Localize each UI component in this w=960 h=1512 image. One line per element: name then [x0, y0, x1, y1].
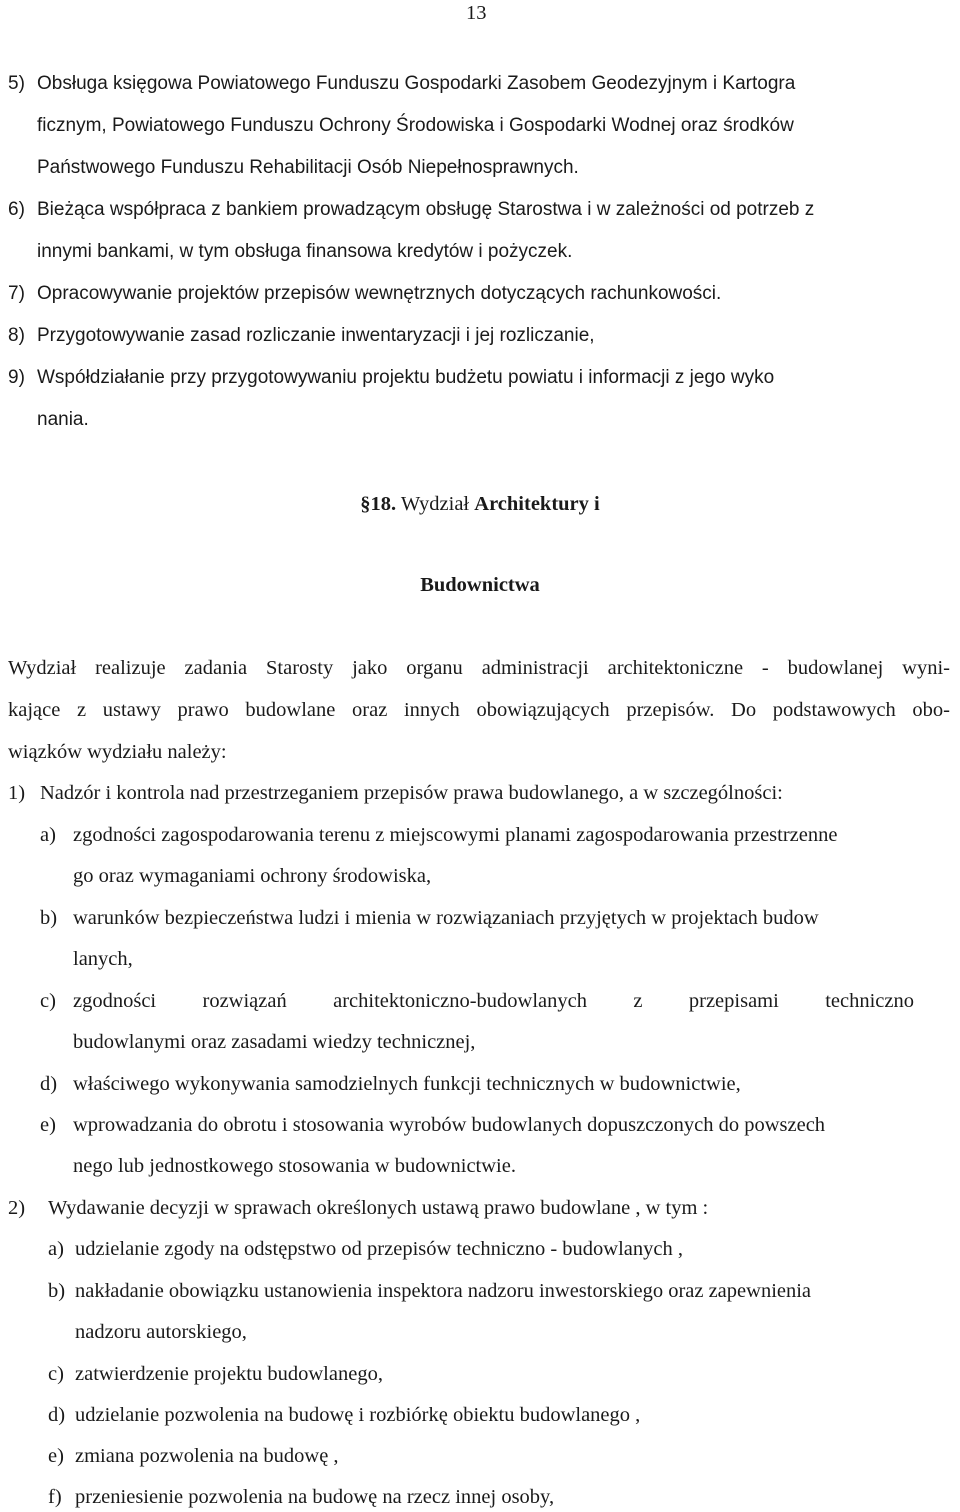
paragraph-line: kające z ustawy prawo budowlane oraz innych obowiązujących przepisów. Do podstawowych obo- [8, 699, 950, 721]
subitem-letter: f) [48, 1486, 62, 1508]
subitem-letter: e) [48, 1445, 64, 1467]
subitem-line: lanych, [73, 948, 133, 970]
list-number: 8) [8, 325, 25, 346]
paragraph-line: wiązków wydziału należy: [8, 741, 227, 763]
subitem-line: budowlanymi oraz zasadami wiedzy technicznej, [73, 1031, 476, 1053]
subitem-letter: c) [40, 990, 56, 1012]
paragraph-line: Wydział realizuje zadania Starosty jako organu administracji architektoniczne - budowlanej wyni- [8, 657, 950, 679]
subitem-line: nakładanie obowiązku ustanowienia inspektora nadzoru inwestorskiego oraz zapewnienia [75, 1280, 812, 1302]
subitem-line: wprowadzania do obrotu i stosowania wyrobów budowlanych dopuszczonych do powszech [73, 1114, 826, 1136]
section-title: Architektury i [474, 493, 600, 515]
list-line: ficznym, Powiatowego Funduszu Ochrony Środowiska i Gospodarki Wodnej oraz środków [37, 115, 794, 136]
subitem-line: nadzoru autorskiego, [75, 1321, 247, 1343]
subitem-line: zatwierdzenie projektu budowlanego, [75, 1363, 383, 1385]
subitem-line: zmiana pozwolenia na budowę , [75, 1445, 339, 1467]
subitem-line: zgodności rozwiązań architektoniczno-budowlanych z przepisami techniczno [73, 990, 914, 1012]
list-line: Obsługa księgowa Powiatowego Funduszu Gospodarki Zasobem Geodezyjnym i Kartogra [37, 73, 796, 94]
section-word: Wydział [400, 493, 470, 515]
subitem-line: zgodności zagospodarowania terenu z miejscowymi planami zagospodarowania przestrzenne [73, 824, 838, 846]
list-number: 5) [8, 73, 25, 94]
list-line: Współdziałanie przy przygotowywaniu projektu budżetu powiatu i informacji z jego wyko [37, 367, 775, 388]
subitem-letter: b) [40, 907, 58, 929]
item-number: 2) [8, 1197, 26, 1219]
list-line: innymi bankami, w tym obsługa finansowa kredytów i pożyczek. [37, 241, 573, 262]
list-line: Przygotowywanie zasad rozliczanie inwentaryzacji i jej rozliczanie, [37, 325, 595, 346]
list-line: Bieżąca współpraca z bankiem prowadzącym obsługę Starostwa i w zależności od potrzeb z [37, 199, 815, 220]
page-number: 13 [466, 2, 487, 24]
list-line: Opracowywanie projektów przepisów wewnętrznych dotyczących rachunkowości. [37, 283, 722, 304]
list-line: Państwowego Funduszu Rehabilitacji Osób Niepełnosprawnych. [37, 157, 579, 178]
list-number: 9) [8, 367, 25, 388]
subitem-line: udzielanie zgody na odstępstwo od przepisów techniczno - budowlanych , [75, 1238, 683, 1260]
subitem-letter: b) [48, 1280, 66, 1302]
subitem-line: przeniesienie pozwolenia na budowę na rzecz innej osoby, [75, 1486, 555, 1508]
section-heading [0, 492, 960, 516]
subitem-letter: d) [40, 1073, 58, 1095]
subitem-letter: e) [40, 1114, 56, 1136]
list-number: 6) [8, 199, 25, 220]
subitem-letter: c) [48, 1363, 64, 1385]
list-line: nania. [37, 409, 89, 430]
subitem-line: nego lub jednostkowego stosowania w budownictwie. [73, 1155, 516, 1177]
section-mark: §18. [360, 493, 397, 515]
item-text: Wydawanie decyzji w sprawach określonych ustawą prawo budowlane , w tym : [48, 1197, 709, 1219]
subitem-letter: a) [40, 824, 56, 846]
subitem-line: go oraz wymaganiami ochrony środowiska, [73, 865, 432, 887]
item-text: Nadzór i kontrola nad przestrzeganiem przepisów prawa budowlanego, a w szczególności: [40, 782, 783, 804]
subitem-letter: a) [48, 1238, 64, 1260]
subitem-letter: d) [48, 1404, 66, 1426]
subitem-line: właściwego wykonywania samodzielnych funkcji technicznych w budownictwie, [73, 1073, 741, 1095]
subitem-line: udzielanie pozwolenia na budowę i rozbiórkę obiektu budowlanego , [75, 1404, 641, 1426]
list-number: 7) [8, 283, 25, 304]
subitem-line: warunków bezpieczeństwa ludzi i mienia w rozwiązaniach przyjętych w projektach budow [73, 907, 819, 929]
item-number: 1) [8, 782, 26, 804]
section-title-line2: Budownictwa [420, 574, 540, 596]
